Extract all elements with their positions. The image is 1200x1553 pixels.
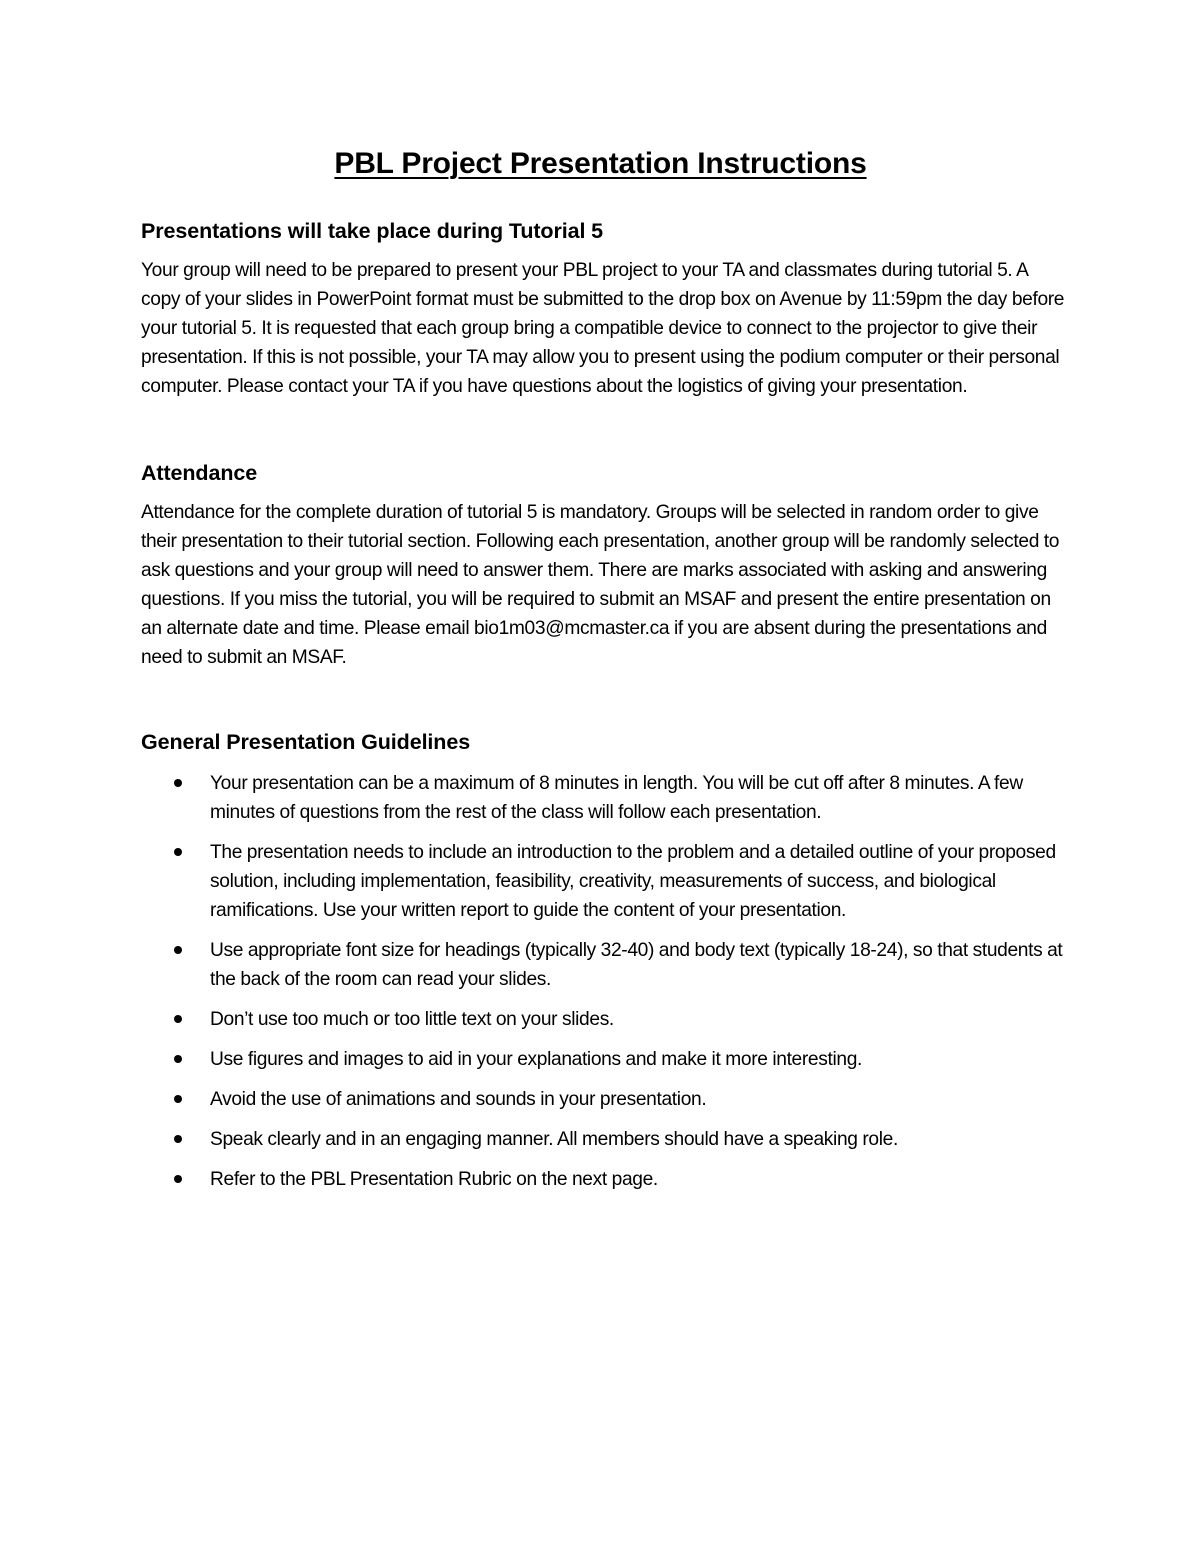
bullet-icon	[174, 1175, 182, 1183]
list-item	[141, 1125, 1066, 1154]
list-item	[141, 1165, 1066, 1194]
list-item-text: Use appropriate font size for headings (typically 32-40) and body text (typically 18-24), so that students at the back of the room can read your slides.	[210, 940, 1063, 990]
bullet-icon	[174, 1095, 182, 1103]
list-item-text: Refer to the PBL Presentation Rubric on the next page.	[210, 1169, 658, 1190]
section-paragraph: Attendance for the complete duration of tutorial 5 is mandatory. Groups will be selected in random order to give their presentation to their tutorial section. Following each presentation, another group will be randomly selected to ask questions and your group will need to answer them. There are marks associated with asking and answering questions. If you miss the tutorial, you will be required to submit an MSAF and present the entire presentation on an alternate date and time. Please email bio1m03@mcmaster.ca if you are absent during the presentations and need to submit an MSAF.	[141, 502, 1060, 668]
list-item	[141, 936, 1066, 994]
bullet-icon	[174, 779, 182, 787]
list-item	[141, 769, 1066, 827]
section-guidelines	[141, 727, 1066, 1205]
bullet-icon	[174, 848, 182, 856]
bullet-icon	[174, 1135, 182, 1143]
guidelines-list	[141, 769, 1066, 1194]
section-attendance	[141, 458, 1066, 672]
list-item-text: The presentation needs to include an introduction to the problem and a detailed outline of your proposed solution, including implementation, feasibility, creativity, measurements of success, and biological ramifications. Use your written report to guide the content of your presentation.	[210, 842, 1056, 921]
list-item-text: Avoid the use of animations and sounds in your presentation.	[210, 1089, 707, 1110]
list-item	[141, 1005, 1066, 1034]
list-item	[141, 1085, 1066, 1114]
document-title: PBL Project Presentation Instructions	[334, 147, 867, 180]
section-presentations	[141, 216, 1066, 401]
section-heading: Attendance	[141, 461, 258, 485]
section-heading: Presentations will take place during Tutorial 5	[141, 219, 604, 243]
bullet-icon	[174, 1015, 182, 1023]
section-heading: General Presentation Guidelines	[141, 730, 471, 754]
list-item-text: Use figures and images to aid in your explanations and make it more interesting.	[210, 1049, 862, 1070]
list-item-text: Don’t use too much or too little text on your slides.	[210, 1009, 614, 1030]
list-item	[141, 1045, 1066, 1074]
bullet-icon	[174, 946, 182, 954]
list-item-text: Your presentation can be a maximum of 8 minutes in length. You will be cut off after 8 minutes. A few minutes of questions from the rest of the class will follow each presentation.	[210, 773, 1023, 823]
bullet-icon	[174, 1055, 182, 1063]
section-paragraph: Your group will need to be prepared to present your PBL project to your TA and classmates during tutorial 5. A copy of your slides in PowerPoint format must be submitted to the drop box on Avenue by 11:59pm the day before your tutorial 5. It is requested that each group bring a compatible device to connect to the projector to give their presentation. If this is not possible, your TA may allow you to present using the podium computer or their personal computer. Please contact your TA if you have questions about the logistics of giving your presentation.	[141, 260, 1065, 397]
list-item	[141, 838, 1066, 925]
list-item-text: Speak clearly and in an engaging manner. All members should have a speaking role.	[210, 1129, 898, 1150]
